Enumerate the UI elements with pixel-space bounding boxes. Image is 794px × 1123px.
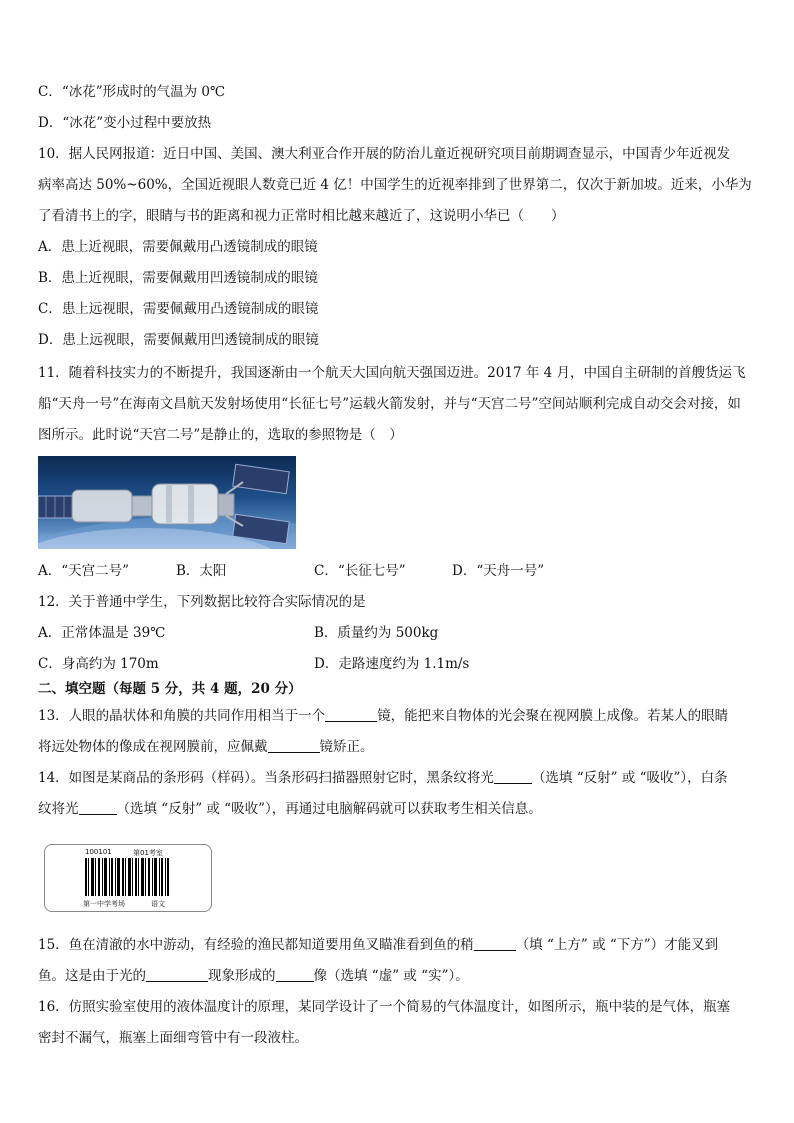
q10-option-d: D．患上远视眼，需要佩戴用凹透镜制成的眼镜 bbox=[38, 332, 319, 348]
q15-text: 现象形成的 bbox=[208, 968, 276, 984]
q15-text: 15．鱼在清澈的水中游动，有经验的渔民都知道要用鱼叉瞄准看到鱼的稍 bbox=[38, 937, 474, 953]
q13-text: 将远处物体的像成在视网膜前，应佩戴 bbox=[38, 739, 268, 755]
q10-option-b: B．患上近视眼，需要佩戴用凹透镜制成的眼镜 bbox=[38, 270, 318, 286]
q11-option-c: C．“长征七号” bbox=[314, 563, 406, 579]
q16-stem-line2: 密封不漏气，瓶塞上面细弯管中有一段液柱。 bbox=[38, 1030, 308, 1046]
q10-option-c: C．患上远视眼，需要佩戴用凸透镜制成的眼镜 bbox=[38, 301, 319, 317]
q15-blank-1[interactable] bbox=[474, 936, 516, 951]
q13-line1 bbox=[38, 706, 728, 726]
q13-line2 bbox=[38, 737, 374, 757]
q12-option-c: C．身高约为 170m bbox=[38, 656, 159, 672]
q13-blank-2[interactable] bbox=[268, 738, 320, 753]
q15-line2 bbox=[38, 966, 469, 986]
barcode-seat: 第01考室 bbox=[133, 849, 163, 857]
q12-option-d: D．走路速度约为 1.1m/s bbox=[314, 656, 470, 672]
q15-text: （填 “上方” 或 “下方”）才能叉到 bbox=[515, 937, 719, 953]
q15-text: 像（选填 “虚” 或 “实”）。 bbox=[313, 968, 469, 984]
q15-blank-3[interactable] bbox=[276, 967, 314, 982]
space-station-illustration bbox=[38, 456, 296, 549]
q10-option-a: A．患上近视眼，需要佩戴用凸透镜制成的眼镜 bbox=[38, 239, 318, 255]
q11-option-b: B．太阳 bbox=[176, 563, 227, 579]
q11-option-a: A．“天宫二号” bbox=[38, 563, 130, 579]
q11-stem-line3: 图所示。此时说“天宫二号”是静止的，选取的参照物是（ ） bbox=[38, 427, 403, 443]
q15-text: 鱼。这是由于光的 bbox=[38, 968, 146, 984]
q11-stem-line2: 船“天舟一号”在海南文昌航天发射场使用“长征七号”运载火箭发射，并与“天宫二号”空间站顺利完成自动交会对接，如 bbox=[38, 396, 741, 412]
q14-text: （选填 “反射” 或 “吸收”），白条 bbox=[531, 770, 728, 786]
barcode-subject: 语文 bbox=[151, 900, 165, 908]
q14-line1 bbox=[38, 768, 728, 788]
q9-option-d: D．“冰花”变小过程中要放热 bbox=[38, 115, 212, 131]
q9-option-c: C．“冰花”形成时的气温为 0℃ bbox=[38, 84, 226, 100]
q14-text: 纹将光 bbox=[38, 801, 79, 817]
barcode-figure bbox=[44, 844, 212, 912]
q13-text: 镜，能把来自物体的光会聚在视网膜上成像。若某人的眼睛 bbox=[377, 708, 729, 724]
q13-blank-1[interactable] bbox=[325, 707, 377, 722]
q12-option-a: A．正常体温是 39℃ bbox=[38, 625, 166, 641]
barcode-school: 第一中学考场 bbox=[83, 900, 125, 908]
q11-stem-line1: 11．随着科技实力的不断提升，我国逐渐由一个航天大国向航天强国迈进。2017 年 4 月，中国自主研制的首艘货运飞 bbox=[38, 365, 746, 381]
tiangong-docking-photo bbox=[38, 456, 296, 549]
q10-stem-line3: 了看清书上的字，眼睛与书的距离和视力正常时相比越来越近了，这说明小华已（ ） bbox=[38, 208, 565, 224]
q14-blank-2[interactable] bbox=[79, 800, 117, 815]
q13-text: 镜矫正。 bbox=[319, 739, 374, 755]
q14-line2 bbox=[38, 799, 542, 819]
q14-blank-1[interactable] bbox=[494, 769, 532, 784]
q12-stem: 12．关于普通中学生，下列数据比较符合实际情况的是 bbox=[38, 594, 366, 610]
q11-option-d: D．“天舟一号” bbox=[452, 563, 545, 579]
q10-stem-line1: 10．据人民网报道：近日中国、美国、澳大利亚合作开展的防治儿童近视研究项目前期调查显示，中国青少年近视发 bbox=[38, 146, 731, 162]
q10-stem-line2: 病率高达 50%~60%，全国近视眼人数竟已近 4 亿！中国学生的近视率排到了世界第二，仅次于新加坡。近来，小华为 bbox=[38, 177, 752, 193]
q14-text: 14．如图是某商品的条形码（样码）。当条形码扫描器照射它时，黑条纹将光 bbox=[38, 770, 494, 786]
q14-text: （选填 “反射” 或 “吸收”），再通过电脑解码就可以获取考生相关信息。 bbox=[116, 801, 542, 817]
barcode-number: 100101 bbox=[85, 848, 112, 856]
barcode-bars-icon bbox=[45, 858, 211, 898]
q16-stem-line1: 16．仿照实验室使用的液体温度计的原理，某同学设计了一个简易的气体温度计，如图所示，瓶中装的是气体，瓶塞 bbox=[38, 999, 731, 1015]
q12-option-b: B．质量约为 500kg bbox=[314, 625, 439, 641]
q13-text: 13．人眼的晶状体和角膜的共同作用相当于一个 bbox=[38, 708, 326, 724]
section-heading-fill-in: 二、填空题（每题 5 分，共 4 题，20 分） bbox=[38, 681, 302, 697]
q15-blank-2[interactable] bbox=[146, 967, 208, 982]
q15-line1 bbox=[38, 935, 718, 955]
